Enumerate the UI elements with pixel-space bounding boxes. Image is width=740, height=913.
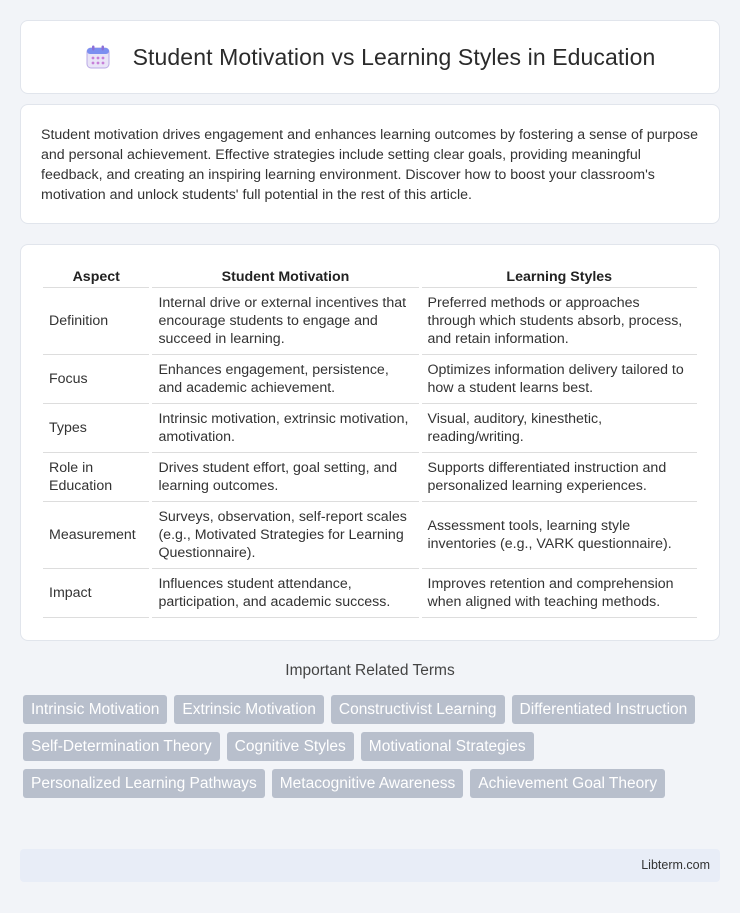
tag-motivational-strategies[interactable]: Motivational Strategies	[361, 732, 534, 761]
tag-personalized-learning-pathways[interactable]: Personalized Learning Pathways	[23, 769, 265, 798]
row-label: Definition	[43, 288, 151, 355]
column-header-aspect: Aspect	[43, 265, 151, 288]
tag-intrinsic-motivation[interactable]: Intrinsic Motivation	[23, 695, 167, 724]
table-cell: Optimizes information delivery tailored to how a student learns best.	[420, 355, 697, 404]
comparison-table	[43, 265, 697, 618]
table-row	[43, 453, 697, 502]
table-cell: Improves retention and comprehension when aligned with teaching methods.	[420, 569, 697, 618]
table-row	[43, 569, 697, 618]
calendar-icon	[85, 44, 111, 70]
row-label: Impact	[43, 569, 151, 618]
table-cell: Preferred methods or approaches through which students absorb, process, and retain information.	[420, 288, 697, 355]
related-terms-list	[23, 695, 723, 798]
table-cell: Visual, auditory, kinesthetic, reading/writing.	[420, 404, 697, 453]
tag-constructivist-learning[interactable]: Constructivist Learning	[331, 695, 505, 724]
table-row	[43, 404, 697, 453]
footer-site-link[interactable]: Libterm.com	[641, 858, 710, 872]
row-label: Role in Education	[43, 453, 151, 502]
tag-differentiated-instruction[interactable]: Differentiated Instruction	[512, 695, 696, 724]
row-label: Types	[43, 404, 151, 453]
table-cell: Influences student attendance, participation, and academic success.	[151, 569, 420, 618]
table-cell: Supports differentiated instruction and personalized learning experiences.	[420, 453, 697, 502]
table-cell: Intrinsic motivation, extrinsic motivation, amotivation.	[151, 404, 420, 453]
page-title: Student Motivation vs Learning Styles in Education	[132, 43, 656, 70]
intro-text: Student motivation drives engagement and enhances learning outcomes by fostering a sense of purpose and personal achievement. Effective strategies include setting clear goals, providing meaningful feedback, and creating an inspiring learning environment. Discover how to boost your classroom's motivation and unlock students' full potential in the rest of this article.	[41, 127, 698, 203]
related-terms-heading: Important Related Terms	[285, 662, 455, 679]
table-cell: Drives student effort, goal setting, and learning outcomes.	[151, 453, 420, 502]
table-cell: Internal drive or external incentives that encourage students to engage and succeed in learning.	[151, 288, 420, 355]
column-header-learning-styles: Learning Styles	[420, 265, 697, 288]
table-row	[43, 502, 697, 569]
tag-achievement-goal-theory[interactable]: Achievement Goal Theory	[470, 769, 665, 798]
column-header-student-motivation: Student Motivation	[151, 265, 420, 288]
comparison-card	[20, 244, 720, 641]
table-cell: Enhances engagement, persistence, and academic achievement.	[151, 355, 420, 404]
table-row	[43, 355, 697, 404]
row-label: Focus	[43, 355, 151, 404]
tag-self-determination-theory[interactable]: Self-Determination Theory	[23, 732, 220, 761]
tag-metacognitive-awareness[interactable]: Metacognitive Awareness	[272, 769, 463, 798]
table-cell: Assessment tools, learning style inventories (e.g., VARK questionnaire).	[420, 502, 697, 569]
table-cell: Surveys, observation, self-report scales (e.g., Motivated Strategies for Learning Questionnaire).	[151, 502, 420, 569]
row-label: Measurement	[43, 502, 151, 569]
tag-cognitive-styles[interactable]: Cognitive Styles	[227, 732, 354, 761]
footer	[20, 849, 720, 882]
table-row	[43, 288, 697, 355]
table-header-row	[43, 265, 697, 288]
intro-card	[20, 104, 720, 224]
header-card	[20, 20, 720, 94]
tag-extrinsic-motivation[interactable]: Extrinsic Motivation	[174, 695, 324, 724]
